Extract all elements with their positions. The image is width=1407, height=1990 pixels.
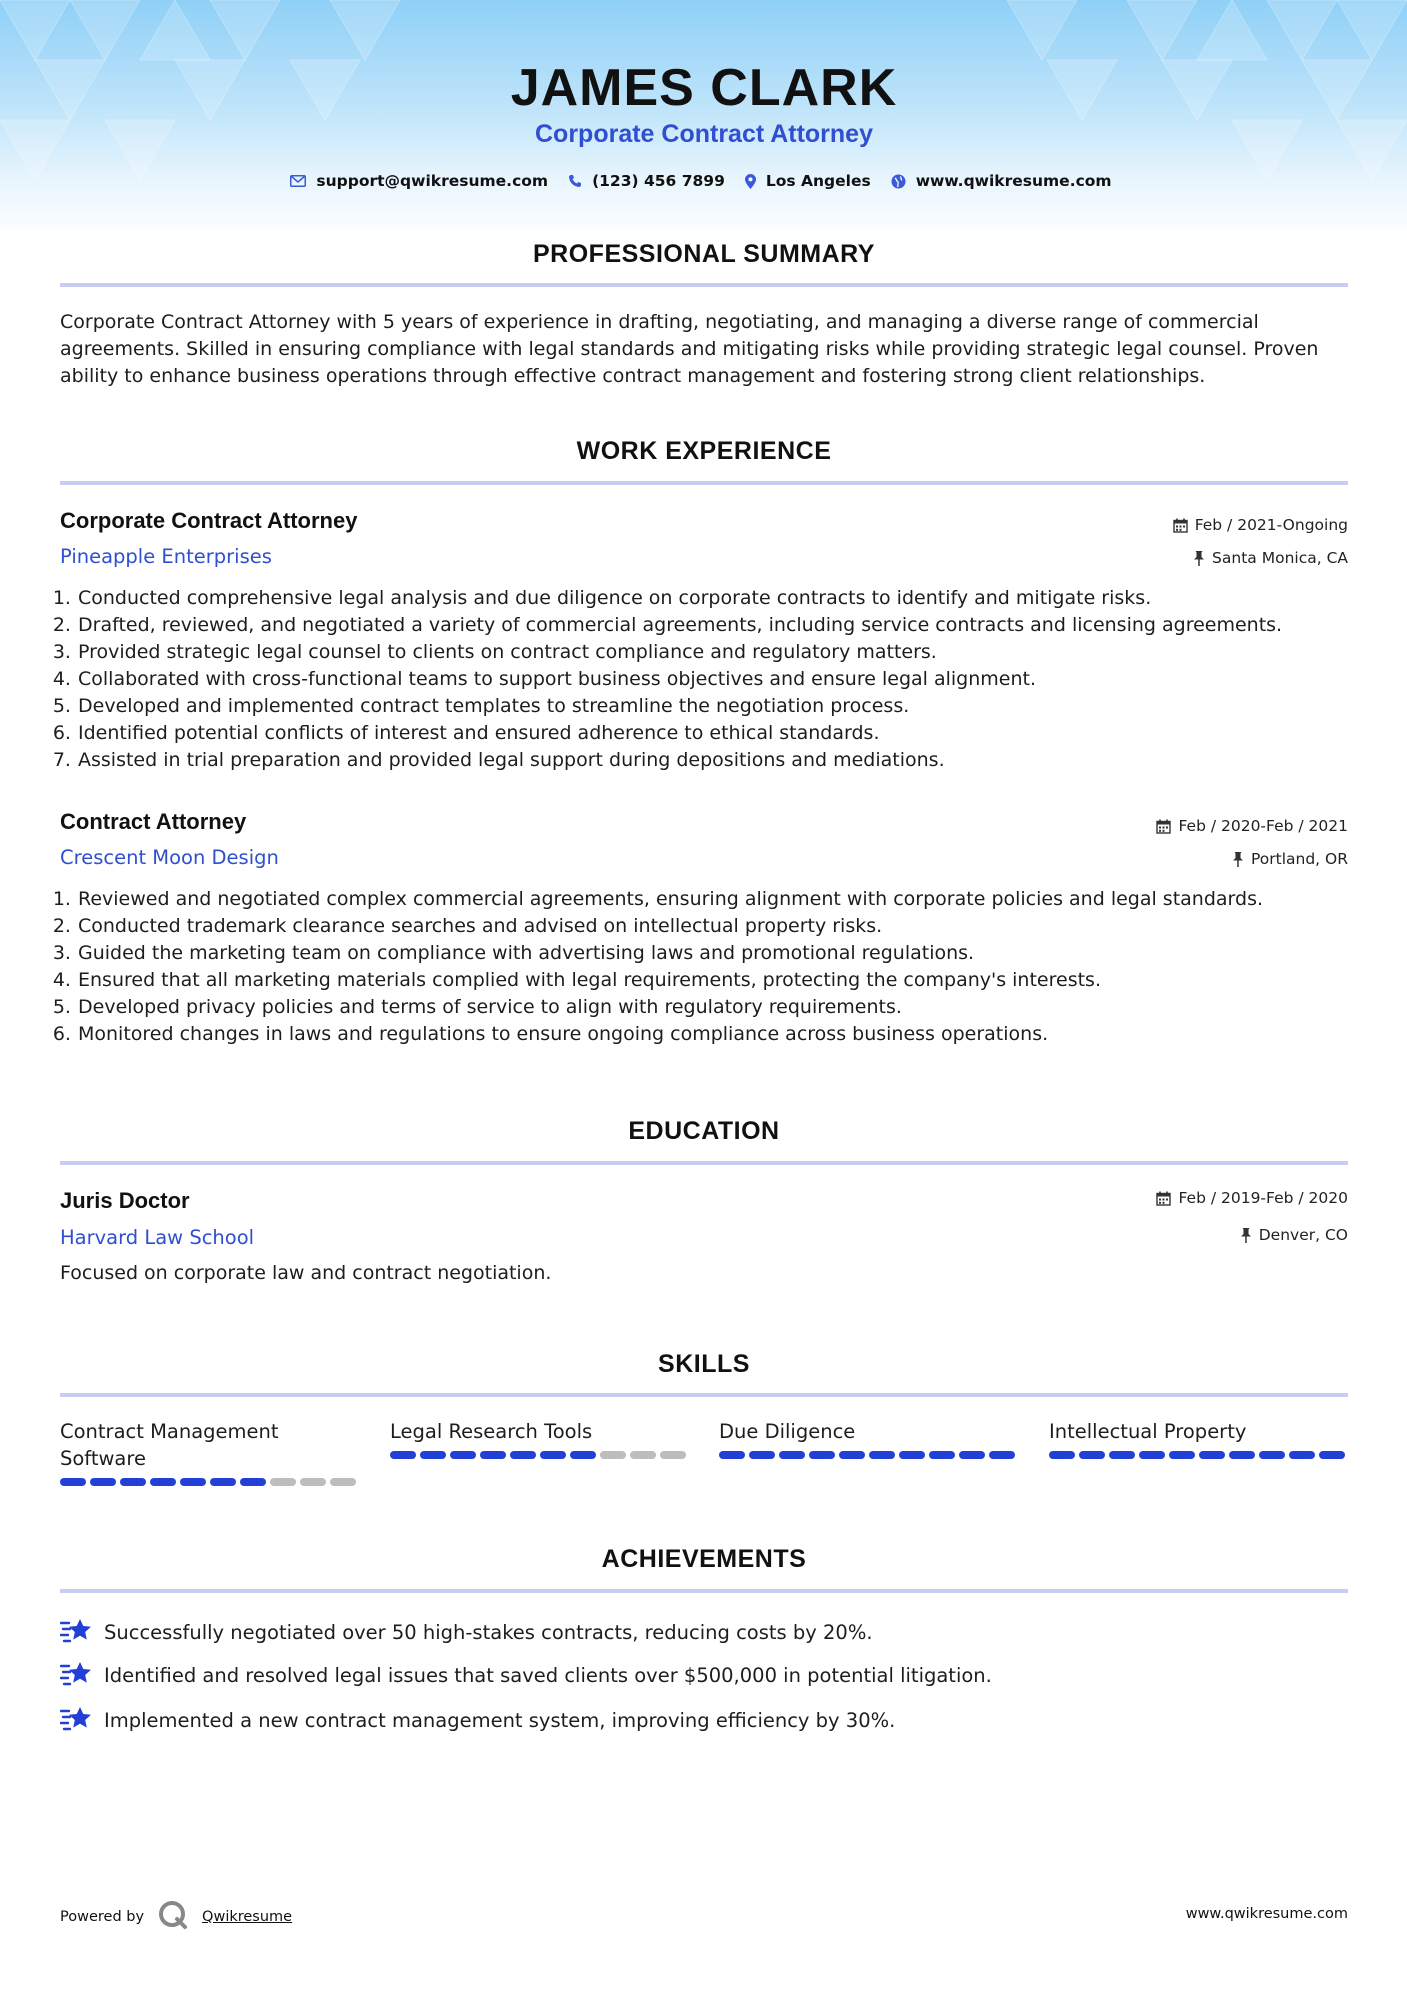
skill-item bbox=[1049, 1418, 1349, 1459]
skill-level-bar bbox=[390, 1451, 690, 1459]
achievement-item bbox=[60, 1660, 992, 1691]
powered-by-label: Powered by bbox=[60, 1909, 145, 1925]
skill-item bbox=[719, 1418, 1019, 1459]
star-icon bbox=[60, 1617, 92, 1648]
section-divider bbox=[60, 481, 1348, 485]
job-title: Corporate Contract Attorney bbox=[60, 508, 358, 533]
skill-segment-filled bbox=[1319, 1451, 1345, 1459]
job-bullets bbox=[60, 886, 1347, 1048]
calendar-icon bbox=[1156, 819, 1171, 834]
education-heading: EDUCATION bbox=[628, 1117, 780, 1145]
company-name[interactable]: Crescent Moon Design bbox=[60, 846, 279, 869]
job-bullets bbox=[60, 585, 1347, 774]
list-item: 5. Developed and implemented contract templates to streamline the negotiation process. bbox=[77, 693, 1347, 720]
achievements-heading: ACHIEVEMENTS bbox=[601, 1545, 807, 1573]
list-item: 7. Assisted in trial preparation and provided legal support during depositions and mediations. bbox=[77, 747, 1347, 774]
contact-website[interactable] bbox=[891, 172, 1112, 190]
skill-segment-filled bbox=[929, 1451, 955, 1459]
skill-segment-filled bbox=[240, 1478, 266, 1486]
skill-segment-filled bbox=[989, 1451, 1015, 1459]
skill-segment-empty bbox=[300, 1478, 326, 1486]
achievement-text: Identified and resolved legal issues that saved clients over $500,000 in potential litigation. bbox=[104, 1664, 992, 1687]
list-item: 3. Provided strategic legal counsel to clients on contract compliance and regulatory matters. bbox=[77, 639, 1347, 666]
skill-segment-filled bbox=[540, 1451, 566, 1459]
list-item: 5. Developed privacy policies and terms of service to align with regulatory requirements. bbox=[77, 994, 1347, 1021]
degree-title: Juris Doctor bbox=[60, 1188, 190, 1213]
skills-heading: SKILLS bbox=[658, 1350, 750, 1378]
skill-segment-filled bbox=[180, 1478, 206, 1486]
job-location bbox=[1232, 850, 1348, 868]
contact-phone-text: (123) 456 7899 bbox=[592, 172, 725, 190]
footer-powered-by bbox=[60, 1900, 292, 1934]
skill-segment-filled bbox=[210, 1478, 236, 1486]
list-item: 1. Reviewed and negotiated complex commercial agreements, ensuring alignment with corporate policies and legal standards. bbox=[77, 886, 1347, 913]
contact-email[interactable] bbox=[290, 172, 548, 190]
job-title: Contract Attorney bbox=[60, 809, 247, 834]
experience-heading: WORK EXPERIENCE bbox=[576, 437, 832, 465]
list-item: 3. Guided the marketing team on compliance with advertising laws and promotional regulations. bbox=[77, 940, 1347, 967]
section-divider bbox=[60, 283, 1348, 287]
candidate-name: JAMES CLARK bbox=[510, 59, 898, 117]
skill-segment-filled bbox=[959, 1451, 985, 1459]
skill-segment-filled bbox=[570, 1451, 596, 1459]
list-item: 6. Monitored changes in laws and regulations to ensure ongoing compliance across business operations. bbox=[77, 1021, 1347, 1048]
skill-segment-filled bbox=[1199, 1451, 1225, 1459]
skill-segment-empty bbox=[270, 1478, 296, 1486]
skill-segment-filled bbox=[450, 1451, 476, 1459]
skill-segment-filled bbox=[1169, 1451, 1195, 1459]
list-item: 1. Conducted comprehensive legal analysis and due diligence on corporate contracts to identify and mitigate risks. bbox=[77, 585, 1347, 612]
skill-segment-empty bbox=[660, 1451, 686, 1459]
star-icon bbox=[60, 1660, 92, 1691]
skill-segment-filled bbox=[420, 1451, 446, 1459]
education-dates-text: Feb / 2019-Feb / 2020 bbox=[1178, 1189, 1348, 1207]
skill-name: Contract Management Software bbox=[60, 1420, 279, 1470]
skill-name: Intellectual Property bbox=[1049, 1420, 1247, 1443]
skill-segment-filled bbox=[1259, 1451, 1285, 1459]
skill-segment-filled bbox=[869, 1451, 895, 1459]
map-pin-icon bbox=[745, 174, 756, 189]
skill-level-bar bbox=[1049, 1451, 1349, 1459]
contact-website-text: www.qwikresume.com bbox=[915, 172, 1112, 190]
phone-icon bbox=[568, 174, 582, 188]
contact-location-text: Los Angeles bbox=[765, 172, 871, 190]
globe-icon bbox=[891, 174, 906, 189]
summary-heading: PROFESSIONAL SUMMARY bbox=[533, 240, 875, 268]
job-dates-text: Feb / 2020-Feb / 2021 bbox=[1178, 817, 1348, 835]
skill-name: Due Diligence bbox=[719, 1420, 856, 1443]
skill-segment-empty bbox=[630, 1451, 656, 1459]
skill-item bbox=[60, 1418, 360, 1486]
qwikresume-link[interactable]: Qwikresume bbox=[202, 1909, 293, 1925]
footer-website[interactable]: www.qwikresume.com bbox=[1185, 1906, 1348, 1922]
calendar-icon bbox=[1156, 1191, 1171, 1206]
skill-segment-filled bbox=[1079, 1451, 1105, 1459]
contact-phone[interactable] bbox=[568, 172, 725, 190]
pushpin-icon bbox=[1232, 852, 1244, 867]
section-divider bbox=[60, 1161, 1348, 1165]
education-dates bbox=[1156, 1189, 1348, 1207]
skill-segment-filled bbox=[1139, 1451, 1165, 1459]
pushpin-icon bbox=[1193, 551, 1205, 566]
education-location bbox=[1240, 1226, 1348, 1244]
section-divider bbox=[60, 1589, 1348, 1593]
skill-segment-filled bbox=[779, 1451, 805, 1459]
skill-segment-filled bbox=[480, 1451, 506, 1459]
job-dates bbox=[1173, 516, 1348, 534]
skill-segment-filled bbox=[719, 1451, 745, 1459]
school-name[interactable]: Harvard Law School bbox=[60, 1226, 255, 1249]
skill-segment-filled bbox=[60, 1478, 86, 1486]
envelope-icon bbox=[290, 175, 306, 187]
skill-segment-filled bbox=[1109, 1451, 1135, 1459]
contact-bar bbox=[60, 172, 1348, 190]
skill-segment-filled bbox=[90, 1478, 116, 1486]
list-item: 2. Conducted trademark clearance searches and advised on intellectual property risks. bbox=[77, 913, 1347, 940]
company-name[interactable]: Pineapple Enterprises bbox=[60, 545, 272, 568]
achievement-item bbox=[60, 1705, 895, 1736]
skill-segment-empty bbox=[330, 1478, 356, 1486]
qwikresume-logo-icon bbox=[158, 1900, 188, 1934]
achievement-item bbox=[60, 1617, 873, 1648]
skill-segment-filled bbox=[150, 1478, 176, 1486]
skill-segment-filled bbox=[899, 1451, 925, 1459]
skill-segment-filled bbox=[1049, 1451, 1075, 1459]
pushpin-icon bbox=[1240, 1228, 1252, 1243]
job-dates-text: Feb / 2021-Ongoing bbox=[1194, 516, 1348, 534]
skill-segment-empty bbox=[600, 1451, 626, 1459]
education-description: Focused on corporate law and contract negotiation. bbox=[60, 1262, 552, 1284]
skill-segment-filled bbox=[809, 1451, 835, 1459]
candidate-title: Corporate Contract Attorney bbox=[535, 120, 873, 148]
list-item: 4. Ensured that all marketing materials complied with legal requirements, protecting the company's interests. bbox=[77, 967, 1347, 994]
summary-text: Corporate Contract Attorney with 5 years of experience in drafting, negotiating, and managing a diverse range of commercial agreements. Skilled in ensuring compliance with legal standards and mitigating risks while providing strategic legal counsel. Proven ability to enhance business operations through effective contract management and fostering strong client relationships. bbox=[60, 311, 1319, 387]
achievement-text: Successfully negotiated over 50 high-stakes contracts, reducing costs by 20%. bbox=[104, 1621, 873, 1644]
list-item: 2. Drafted, reviewed, and negotiated a variety of commercial agreements, including service contracts and licensing agreements. bbox=[77, 612, 1347, 639]
list-item: 6. Identified potential conflicts of interest and ensured adherence to ethical standards. bbox=[77, 720, 1347, 747]
calendar-icon bbox=[1173, 518, 1188, 533]
star-icon bbox=[60, 1705, 92, 1736]
job-dates bbox=[1156, 817, 1348, 835]
skill-segment-filled bbox=[839, 1451, 865, 1459]
contact-location bbox=[745, 172, 871, 190]
skill-segment-filled bbox=[1289, 1451, 1315, 1459]
skill-segment-filled bbox=[120, 1478, 146, 1486]
list-item: 4. Collaborated with cross-functional teams to support business objectives and ensure legal alignment. bbox=[77, 666, 1347, 693]
skill-level-bar bbox=[719, 1451, 1019, 1459]
section-divider bbox=[60, 1393, 1348, 1397]
job-location-text: Santa Monica, CA bbox=[1212, 549, 1348, 567]
contact-email-text: support@qwikresume.com bbox=[316, 172, 549, 190]
skill-segment-filled bbox=[749, 1451, 775, 1459]
job-location-text: Portland, OR bbox=[1250, 850, 1348, 868]
skill-item bbox=[390, 1418, 690, 1459]
skill-segment-filled bbox=[390, 1451, 416, 1459]
education-location-text: Denver, CO bbox=[1258, 1226, 1348, 1244]
skill-name: Legal Research Tools bbox=[390, 1420, 593, 1443]
achievement-text: Implemented a new contract management system, improving efficiency by 30%. bbox=[104, 1709, 896, 1732]
skill-segment-filled bbox=[510, 1451, 536, 1459]
skill-level-bar bbox=[60, 1478, 360, 1486]
job-location bbox=[1193, 549, 1348, 567]
skill-segment-filled bbox=[1229, 1451, 1255, 1459]
